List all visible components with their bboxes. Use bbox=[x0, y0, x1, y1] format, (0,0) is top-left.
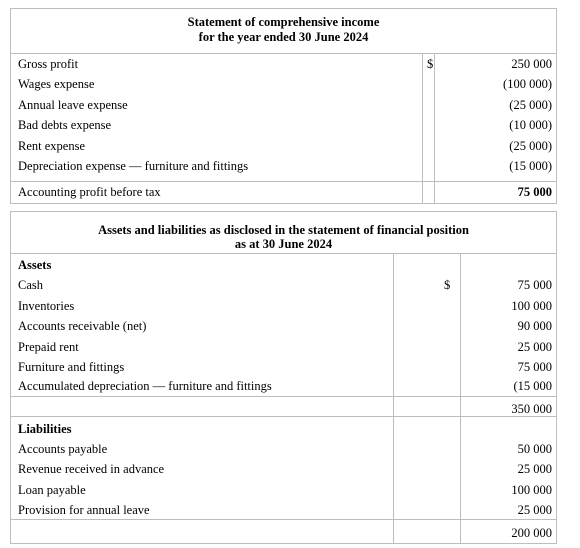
row-divider bbox=[11, 396, 556, 397]
total-value: 75 000 bbox=[517, 185, 552, 199]
table-row bbox=[11, 74, 556, 94]
financial-position-title-line2: as at 30 June 2024 bbox=[234, 237, 333, 251]
row-label: Cash bbox=[18, 278, 43, 292]
row-label: Gross profit bbox=[18, 57, 79, 71]
row-value: 75 000 bbox=[517, 360, 552, 374]
row-label: Depreciation expense — furniture and fittings bbox=[18, 159, 249, 173]
assets-heading: Assets bbox=[18, 258, 52, 272]
table-row bbox=[11, 480, 556, 500]
row-value: (25 000) bbox=[509, 139, 552, 153]
row-value: (10 000) bbox=[509, 118, 552, 132]
row-label: Accounts payable bbox=[18, 442, 108, 456]
table-row bbox=[11, 156, 556, 176]
liabilities-total-value: 200 000 bbox=[511, 526, 552, 540]
row-value: 90 000 bbox=[517, 319, 552, 333]
table-row bbox=[11, 500, 556, 520]
row-label: Provision for annual leave bbox=[18, 503, 150, 517]
income-statement-title-line1: Statement of comprehensive income bbox=[187, 15, 380, 29]
table-row bbox=[11, 115, 556, 135]
financial-position-title-line1: Assets and liabilities as disclosed in the statement of financial position bbox=[98, 223, 469, 237]
assets-total-row bbox=[11, 399, 556, 419]
row-label: Loan payable bbox=[18, 483, 86, 497]
liabilities-heading: Liabilities bbox=[18, 422, 72, 436]
table-row bbox=[11, 275, 556, 295]
table-row bbox=[11, 95, 556, 115]
row-label: Inventories bbox=[18, 299, 75, 313]
table-row bbox=[11, 357, 556, 377]
row-label: Bad debts expense bbox=[18, 118, 112, 132]
row-label: Accumulated depreciation — furniture and fittings bbox=[18, 379, 272, 393]
row-divider bbox=[11, 253, 556, 254]
row-value: 100 000 bbox=[511, 299, 552, 313]
row-label: Furniture and fittings bbox=[18, 360, 125, 374]
row-value: 100 000 bbox=[511, 483, 552, 497]
row-value: 250 000 bbox=[511, 57, 552, 71]
table-row bbox=[11, 439, 556, 459]
row-label: Accounts receivable (net) bbox=[18, 319, 147, 333]
income-statement-table bbox=[10, 8, 557, 204]
income-statement-title-line2: for the year ended 30 June 2024 bbox=[198, 30, 369, 44]
total-row bbox=[11, 182, 556, 202]
row-label: Prepaid rent bbox=[18, 340, 79, 354]
currency-symbol: $ bbox=[444, 278, 451, 292]
total-label: Accounting profit before tax bbox=[18, 185, 161, 199]
table-row bbox=[11, 337, 556, 357]
row-label: Rent expense bbox=[18, 139, 85, 153]
row-value: 25 000 bbox=[517, 503, 552, 517]
table-row bbox=[11, 296, 556, 316]
row-value: (15 000 bbox=[513, 379, 552, 393]
row-value: 25 000 bbox=[517, 340, 552, 354]
row-value: 50 000 bbox=[517, 442, 552, 456]
liabilities-total-row bbox=[11, 523, 556, 543]
row-value: 75 000 bbox=[517, 278, 552, 292]
table-row bbox=[11, 459, 556, 479]
row-value: (15 000) bbox=[509, 159, 552, 173]
row-value: (100 000) bbox=[503, 77, 552, 91]
row-value: 25 000 bbox=[517, 462, 552, 476]
row-label: Wages expense bbox=[18, 77, 95, 91]
table-row bbox=[11, 136, 556, 156]
table-row bbox=[11, 316, 556, 336]
liabilities-heading-row bbox=[11, 419, 556, 439]
table-row bbox=[11, 376, 556, 396]
row-label: Revenue received in advance bbox=[18, 462, 165, 476]
table-row bbox=[11, 54, 556, 74]
financial-position-table bbox=[10, 211, 557, 544]
row-value: (25 000) bbox=[509, 98, 552, 112]
assets-total-value: 350 000 bbox=[511, 402, 552, 416]
assets-heading-row bbox=[11, 255, 556, 275]
row-label: Annual leave expense bbox=[18, 98, 128, 112]
currency-symbol: $ bbox=[427, 57, 434, 71]
